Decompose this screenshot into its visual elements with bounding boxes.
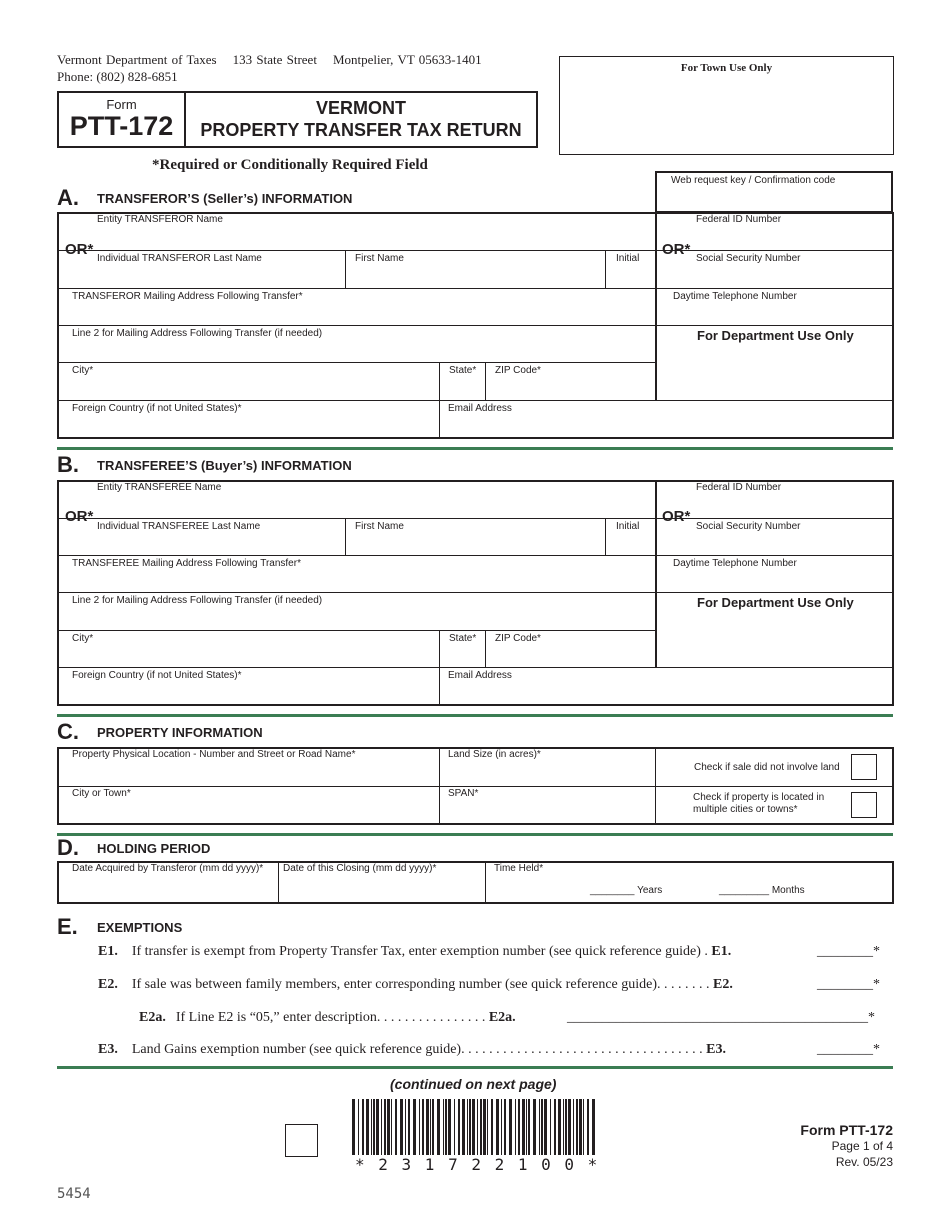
- property-city-field[interactable]: [57, 786, 440, 825]
- barcode-bar: [480, 1099, 482, 1155]
- label: Individual TRANSFEREE Last Name: [97, 521, 261, 532]
- transferee-country-field[interactable]: [57, 667, 440, 706]
- label: City*: [72, 633, 94, 644]
- transferee-zip-field[interactable]: [485, 630, 656, 668]
- e1-input[interactable]: ________*: [817, 944, 880, 959]
- transferee-fein-field[interactable]: [656, 480, 894, 519]
- label: First Name: [355, 521, 404, 532]
- section-c-letter: C.: [57, 719, 79, 744]
- barcode-bar: [419, 1099, 420, 1155]
- line-ref: E2.: [713, 977, 733, 992]
- agency-city: Montpelier, VT 05633-1401: [332, 52, 482, 67]
- label: Email Address: [448, 670, 512, 681]
- transferor-address-field[interactable]: [57, 288, 656, 326]
- agency-street: 133 State Street: [232, 52, 317, 67]
- barcode-bar: [472, 1099, 475, 1155]
- transferor-fein-field[interactable]: [656, 212, 894, 251]
- barcode-bar: [430, 1099, 431, 1155]
- transferor-state-field[interactable]: [439, 362, 486, 401]
- line-text: If sale was between family members, enter corresponding number (see quick reference guide). . . . . . . .: [131, 977, 710, 992]
- barcode-bar: [522, 1099, 525, 1155]
- label: First Name: [355, 253, 404, 264]
- barcode-bar: [554, 1099, 556, 1155]
- barcode-bar: [371, 1099, 372, 1155]
- line-text: If Line E2 is “05,” enter description. . . . . . . . . . . . . . . .: [175, 1010, 486, 1025]
- barcode-bar: [528, 1099, 530, 1155]
- transferor-city-field[interactable]: [57, 362, 440, 401]
- transferee-address-field[interactable]: [57, 555, 656, 593]
- line-ref: E1.: [711, 944, 732, 959]
- web-request-key-field[interactable]: [655, 171, 893, 213]
- agency-address: [57, 52, 482, 68]
- barcode-bar: [445, 1099, 447, 1155]
- label: State*: [449, 633, 477, 644]
- barcode-bar: [539, 1099, 540, 1155]
- section-divider: [57, 833, 893, 836]
- barcode-bar: [533, 1099, 536, 1155]
- multiple-towns-row: [655, 786, 835, 825]
- transferee-phone-field[interactable]: [656, 555, 894, 593]
- form-code: 5454: [57, 1186, 91, 1202]
- transferee-initial-field[interactable]: [605, 518, 656, 556]
- barcode-bar: [391, 1099, 392, 1155]
- transferor-country-field[interactable]: [57, 400, 440, 439]
- agency-phone: Phone: (802) 828-6851: [57, 69, 178, 84]
- label: City or Town*: [72, 788, 131, 799]
- transferor-last-name-field[interactable]: [57, 250, 346, 289]
- form-title-line2: PROPERTY TRANSFER TAX RETURN: [200, 120, 522, 140]
- transferee-last-name-field[interactable]: [57, 518, 346, 556]
- label: TRANSFEROR Mailing Address Following Transfer*: [72, 291, 303, 302]
- barcode-bar: [437, 1099, 440, 1155]
- barcode-image: [352, 1099, 598, 1157]
- form-title-box: [57, 91, 538, 148]
- department-use-label: For Department Use Only: [697, 328, 854, 343]
- exemption-line-e1: [98, 944, 731, 960]
- footer-form-number: Form PTT-172: [800, 1122, 893, 1138]
- label: Check if property is located in multiple cities or towns*: [693, 792, 825, 815]
- section-divider: [57, 714, 893, 717]
- section-b-title: TRANSFEREE’S (Buyer’s) INFORMATION: [97, 458, 352, 473]
- span-field[interactable]: [439, 786, 656, 825]
- section-d-title: HOLDING PERIOD: [97, 841, 211, 856]
- web-key-label: Web request key / Confirmation code: [671, 175, 836, 186]
- label: Entity TRANSFEREE Name: [97, 482, 222, 493]
- label: City*: [72, 365, 94, 376]
- barcode-bar: [413, 1099, 416, 1155]
- continued-note: (continued on next page): [390, 1076, 557, 1092]
- barcode-bar: [483, 1099, 486, 1155]
- barcode-bar: [515, 1099, 516, 1155]
- barcode-bar: [496, 1099, 499, 1155]
- label: Initial: [616, 253, 640, 264]
- barcode-bar: [568, 1099, 571, 1155]
- label: Line 2 for Mailing Address Following Transfer (if needed): [72, 328, 323, 339]
- barcode-bar: [563, 1099, 564, 1155]
- barcode-bar: [487, 1099, 488, 1155]
- barcode-bar: [587, 1099, 589, 1155]
- time-held-field[interactable]: [485, 861, 885, 904]
- barcode-bar: [381, 1099, 382, 1155]
- transferor-zip-field[interactable]: [485, 362, 656, 401]
- transferee-state-field[interactable]: [439, 630, 486, 668]
- or-label: OR*: [662, 241, 691, 258]
- barcode-bar: [384, 1099, 386, 1155]
- agency-name: Vermont Department of Taxes: [57, 52, 217, 67]
- section-divider: [57, 447, 893, 450]
- barcode-bar: [373, 1099, 375, 1155]
- footer-form-info: [800, 1122, 893, 1170]
- barcode-bar: [448, 1099, 451, 1155]
- label: Foreign Country (if not United States)*: [72, 403, 242, 414]
- barcode-bar: [576, 1099, 578, 1155]
- barcode-bar: [541, 1099, 543, 1155]
- land-size-field[interactable]: [439, 747, 656, 787]
- exemption-line-e2a: [139, 1010, 516, 1026]
- barcode-bar: [408, 1099, 410, 1155]
- barcode-bar: [558, 1099, 561, 1155]
- footer-checkbox[interactable]: [285, 1124, 318, 1157]
- barcode-bar: [352, 1099, 355, 1155]
- years-field[interactable]: ________ Years: [590, 885, 663, 896]
- label: Land Size (in acres)*: [448, 749, 541, 760]
- label: Property Physical Location - Number and Street or Road Name*: [72, 749, 356, 760]
- label: SPAN*: [448, 788, 479, 799]
- barcode-bar: [573, 1099, 574, 1155]
- transferee-email-field[interactable]: [439, 667, 894, 706]
- label: Foreign Country (if not United States)*: [72, 670, 242, 681]
- label: Time Held*: [494, 863, 544, 874]
- label: Individual TRANSFEROR Last Name: [97, 253, 262, 264]
- barcode-bar: [443, 1099, 444, 1155]
- section-d-letter: D.: [57, 835, 79, 860]
- date-acquired-field[interactable]: [57, 861, 279, 904]
- transferor-ssn-field[interactable]: [656, 250, 894, 289]
- barcode-bar: [395, 1099, 397, 1155]
- barcode-bar: [376, 1099, 379, 1155]
- form-number: PTT-172: [69, 111, 174, 141]
- barcode-bar: [400, 1099, 403, 1155]
- barcode-bar: [454, 1099, 455, 1155]
- barcode-bar: [565, 1099, 567, 1155]
- barcode-bar: [518, 1099, 520, 1155]
- section-e-title: EXEMPTIONS: [97, 920, 183, 935]
- barcode-bar: [405, 1099, 406, 1155]
- label: Social Security Number: [696, 521, 801, 532]
- entity-transferor-field[interactable]: [57, 212, 656, 251]
- barcode-bar: [432, 1099, 434, 1155]
- barcode-text: * 2 3 1 7 2 2 1 0 0 *: [355, 1155, 600, 1174]
- transferor-address-line2-field[interactable]: [57, 325, 656, 363]
- transferee-address-line2-field[interactable]: [57, 592, 656, 631]
- barcode-bar: [366, 1099, 369, 1155]
- transferor-initial-field[interactable]: [605, 250, 656, 289]
- section-e-letter: E.: [57, 914, 78, 939]
- revision-date: Rev. 05/23: [835, 1155, 893, 1169]
- label: Check if sale did not involve land: [694, 762, 840, 773]
- label: Daytime Telephone Number: [673, 558, 797, 569]
- entity-transferee-field[interactable]: [57, 480, 656, 519]
- or-label: OR*: [65, 508, 94, 525]
- form-title-line1: VERMONT: [316, 98, 406, 118]
- section-c-title: PROPERTY INFORMATION: [97, 725, 263, 740]
- barcode-bar: [509, 1099, 512, 1155]
- barcode-bar: [387, 1099, 390, 1155]
- label: Federal ID Number: [696, 482, 782, 493]
- label: Federal ID Number: [696, 214, 782, 225]
- section-divider: [57, 1066, 893, 1069]
- barcode-bar: [477, 1099, 478, 1155]
- e2a-input[interactable]: ___________________________________________*: [567, 1010, 875, 1025]
- multiple-towns-checkbox[interactable]: [851, 792, 877, 818]
- line-number: E2.: [98, 977, 118, 992]
- exemption-line-e2: [98, 977, 733, 993]
- label: Initial: [616, 521, 640, 532]
- barcode-bar: [467, 1099, 468, 1155]
- barcode-bar: [462, 1099, 465, 1155]
- label: Daytime Telephone Number: [673, 291, 797, 302]
- e3-input[interactable]: ________*: [817, 1042, 880, 1057]
- property-location-field[interactable]: [57, 747, 440, 787]
- or-label: OR*: [662, 508, 691, 525]
- line-ref: E2a.: [488, 1010, 516, 1025]
- label: Email Address: [448, 403, 512, 414]
- barcode-bar: [579, 1099, 582, 1155]
- line-text: If transfer is exempt from Property Transfer Tax, enter exemption number (see quick reference guide) .: [131, 944, 708, 959]
- transferee-first-name-field[interactable]: [345, 518, 606, 556]
- label: TRANSFEREE Mailing Address Following Transfer*: [72, 558, 301, 569]
- label: ZIP Code*: [495, 633, 541, 644]
- barcode-bar: [526, 1099, 527, 1155]
- barcode-bar: [469, 1099, 471, 1155]
- exemption-line-e3: [98, 1042, 726, 1058]
- barcode-bar: [550, 1099, 551, 1155]
- label: Date of this Closing (mm dd yyyy)*: [283, 863, 437, 874]
- barcode-bar: [422, 1099, 424, 1155]
- months-field[interactable]: _________ Months: [719, 885, 805, 896]
- transferee-ssn-field[interactable]: [656, 518, 894, 556]
- label: Date Acquired by Transferor (mm dd yyyy)*: [72, 863, 264, 874]
- line-number: E3.: [98, 1042, 118, 1057]
- label: Social Security Number: [696, 253, 801, 264]
- line-number: E1.: [98, 944, 118, 959]
- transferee-city-field[interactable]: [57, 630, 440, 668]
- or-label: OR*: [65, 241, 94, 258]
- barcode-bar: [491, 1099, 493, 1155]
- section-b-letter: B.: [57, 452, 79, 477]
- barcode-bar: [501, 1099, 502, 1155]
- barcode-bar: [583, 1099, 584, 1155]
- section-a-title: TRANSFEROR’S (Seller’s) INFORMATION: [97, 191, 353, 206]
- barcode-bar: [362, 1099, 364, 1155]
- form-label: Form: [106, 97, 137, 112]
- barcode-bar: [458, 1099, 460, 1155]
- label: Entity TRANSFEROR Name: [97, 214, 223, 225]
- barcode-bar: [544, 1099, 547, 1155]
- line-text: Land Gains exemption number (see quick reference guide). . . . . . . . . . . . . . . . . . . . . . . . . . . . . . . . . . .: [131, 1042, 703, 1057]
- required-note: *Required or Conditionally Required Field: [152, 157, 428, 173]
- line-number: E2a.: [139, 1010, 166, 1025]
- barcode-bar: [592, 1099, 595, 1155]
- transferor-phone-field[interactable]: [656, 288, 894, 326]
- line-ref: E3.: [706, 1042, 726, 1057]
- label: State*: [449, 365, 477, 376]
- transferor-email-field[interactable]: [439, 400, 894, 439]
- page-number: Page 1 of 4: [831, 1139, 893, 1153]
- town-use-box: [559, 56, 894, 155]
- e2-input[interactable]: ________*: [817, 977, 880, 992]
- barcode-bar: [426, 1099, 429, 1155]
- barcode-bar: [358, 1099, 359, 1155]
- date-closing-field[interactable]: [278, 861, 486, 904]
- transferor-first-name-field[interactable]: [345, 250, 606, 289]
- label: Line 2 for Mailing Address Following Transfer (if needed): [72, 595, 323, 606]
- section-a-letter: A.: [57, 185, 79, 210]
- label: ZIP Code*: [495, 365, 541, 376]
- department-use-label: For Department Use Only: [697, 595, 854, 610]
- barcode-bar: [504, 1099, 506, 1155]
- town-use-label: For Town Use Only: [680, 62, 773, 74]
- no-land-checkbox[interactable]: [851, 754, 877, 780]
